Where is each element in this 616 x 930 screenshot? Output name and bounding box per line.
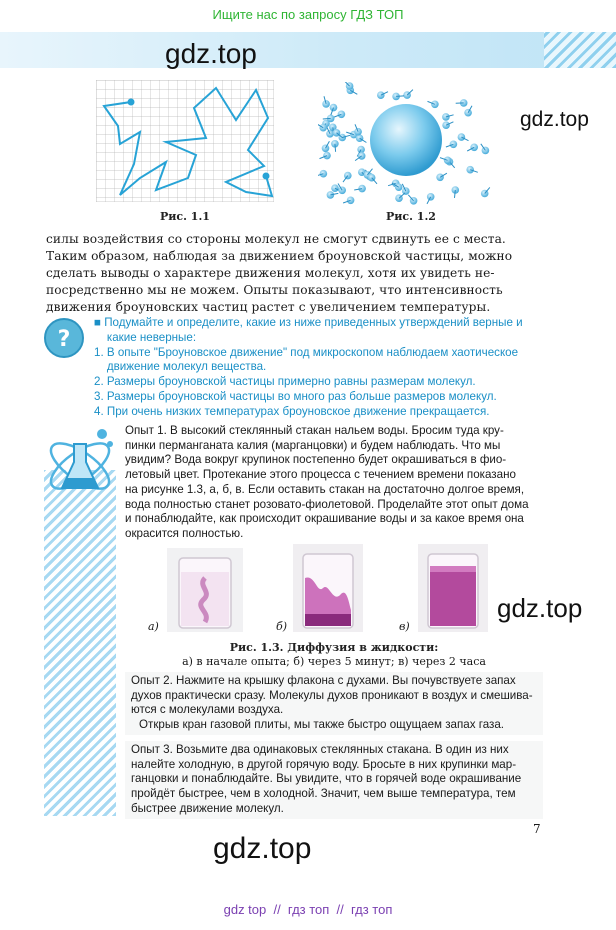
molecule-velocity-arrow [396, 96, 404, 97]
footer-links[interactable]: gdz top // гдз топ // гдз топ [223, 902, 393, 917]
exp2-line: Открыв кран газовой плиты, мы также быстро ощущаем запах газа. [139, 718, 505, 732]
watermark-top: gdz.top [165, 38, 257, 69]
experiment3-box [125, 741, 543, 819]
molecule [377, 91, 385, 99]
molecule [427, 193, 435, 201]
main-line: движения броуновских частиц растет с увеличением температуры. [46, 300, 491, 314]
exp1-line: на рисунке 1.3, а, б, в. Если оставить стакан на достаточно долгое время, [125, 482, 525, 496]
photo-label-a: а) [148, 620, 159, 633]
experiment2-box [125, 672, 543, 735]
exp2-line: духов практически сразу. Молекулы духов проникают в воздух и смешива- [131, 688, 533, 702]
molecule [320, 170, 328, 178]
question-block [94, 316, 549, 420]
beaker-photo-c [418, 544, 488, 632]
exp1-line: и понаблюдайте, как происходит окрашивание воды и за какое время она [125, 512, 524, 526]
question-line: движение молекул вещества. [94, 360, 267, 374]
molecule-velocity-arrow [335, 144, 336, 152]
page-number: 7 [533, 822, 541, 836]
molecule [338, 111, 346, 119]
beaker-photo-a [167, 548, 243, 632]
watermark-right: gdz.top [520, 108, 589, 131]
fig12-caption: Рис. 1.2 [386, 210, 436, 223]
molecule [326, 130, 334, 138]
molecule [395, 183, 403, 191]
exp1-line: пинки перманганата калия (марганцовки) и будем наблюдать. Что мы [125, 438, 501, 452]
molecule [358, 152, 366, 160]
brownian-path-figure [96, 80, 274, 202]
main-line: силы воздействия со стороны молекул не смогут сдвинуть ее с места. [46, 232, 506, 246]
question-line: 3. Размеры броуновской частицы во много раз больше размеров молекул. [94, 389, 497, 403]
molecule [470, 144, 478, 152]
question-line: ■ Подумайте и определите, какие из ниже приведенных утверждений верные и [94, 316, 523, 329]
sidebar-stripes [44, 470, 116, 816]
photo-label-b: б) [276, 620, 288, 633]
question-line: 4. При очень низких температурах броуновское движение прекращается. [94, 404, 490, 418]
question-line: 1. В опыте "Броуновское движение" под микроскопом наблюдаем хаотическое [94, 345, 519, 359]
watermark-bottom: gdz.top [213, 832, 312, 865]
exp1-line: вода полностью станет розовато-фиолетовой. Проделайте этот опыт дома [125, 497, 529, 511]
main-paragraph [46, 231, 540, 316]
brownian-particle [370, 104, 442, 176]
fig11-caption: Рис. 1.1 [160, 210, 210, 223]
brownian-particle-figure [318, 82, 494, 206]
molecule [338, 187, 346, 195]
exp1-line: Опыт 1. В высокий стеклянный стакан нальем воды. Бросим туда кру- [125, 424, 504, 437]
fig13-subtitle: а) в начале опыта; б) через 5 минут; в) через 2 часа [182, 655, 486, 668]
svg-text:?: ? [57, 327, 71, 352]
question-line: 2. Размеры броуновской частицы примерно равны размерам молекул. [94, 375, 476, 389]
header-stripes [544, 32, 616, 68]
molecule [323, 152, 331, 160]
exp2-line: ются с молекулами воздуха. [131, 703, 284, 717]
experiment1-text [125, 424, 543, 542]
header-band [0, 32, 616, 68]
exp1-line: окрасится полностью. [125, 526, 244, 540]
beaker-photo-b [293, 544, 363, 632]
photo-label-c: в) [399, 620, 410, 633]
main-line: Таким образом, наблюдая за движением броуновской частицы, можно [46, 249, 513, 263]
exp3-line: Опыт 3. Возьмите два одинаковых стеклянных стакана. В один из них [131, 743, 509, 756]
molecule-velocity-arrow [323, 118, 331, 119]
main-line: посредственно мы не можем. Опыты показывают, что интенсивность [46, 283, 503, 297]
main-line: сделать выводы о характере движения молекул, хотя их увидеть не- [46, 266, 495, 280]
exp2-line: Опыт 2. Нажмите на крышку флакона с духами. Вы почувствуете запах [131, 674, 516, 687]
top-banner[interactable]: Ищите нас по запросу ГДЗ ТОП [212, 7, 404, 22]
molecule [319, 124, 327, 132]
molecule [431, 101, 439, 109]
question-icon [44, 318, 84, 358]
exp3-line: пройдёт быстрее, чем в холодной. Значит, чем выше температура, тем [131, 787, 516, 801]
exp3-line: налейте холодную, в другой горячую воду. Бросьте в них крупинки мар- [131, 757, 517, 771]
fig13-title: Рис. 1.3. Диффузия в жидкости: [229, 641, 439, 654]
flask-atom-icon [40, 422, 124, 506]
watermark-mid: gdz.top [497, 593, 583, 623]
molecule [436, 174, 444, 182]
molecule [356, 134, 364, 142]
exp1-line: увидим? Вода вокруг крупинок постепенно будет окрашиваться в фио- [125, 453, 507, 467]
exp3-line: ганцовки и понаблюдайте. Вы увидите, что в горячей воде окрашивание [131, 772, 522, 786]
exp1-line: летовый цвет. Протекание этого процесса с течением времени показано [125, 468, 516, 482]
question-line: какие неверные: [94, 330, 197, 344]
exp3-line: быстрее движение молекул. [131, 801, 284, 815]
